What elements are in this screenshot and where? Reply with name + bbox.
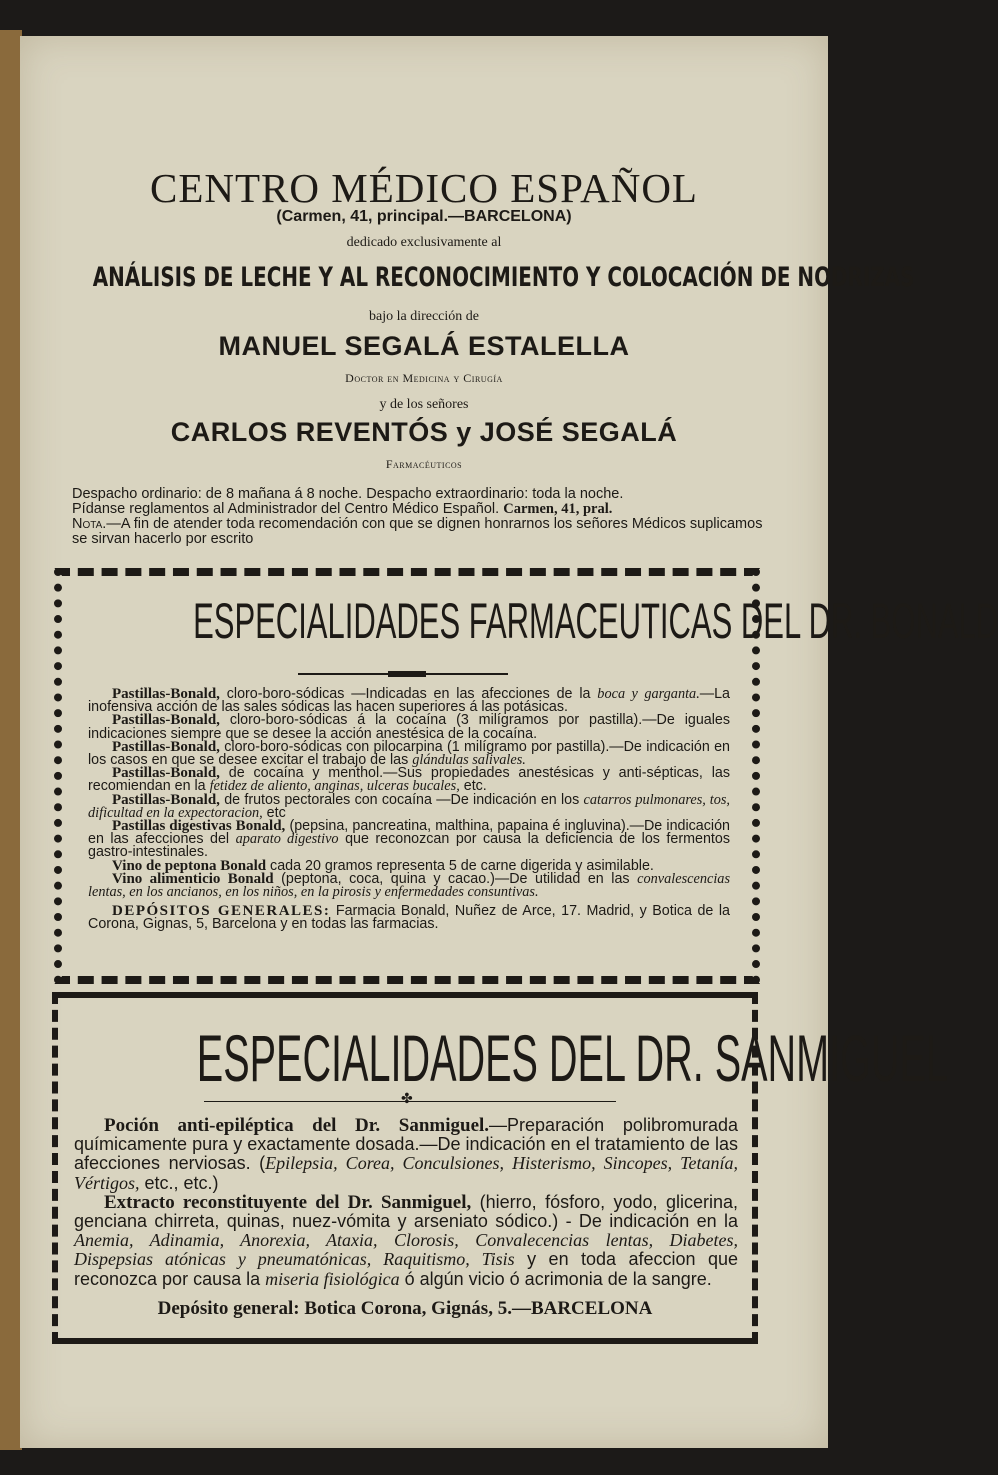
- list-item: Vino de peptona Bonald cada 20 gramos representa 5 de carne digerida y asimilable.: [112, 857, 654, 874]
- bonald-advert: [54, 568, 998, 984]
- bonald-title: ESPECIALIDADES FARMACEUTICAS DEL DR. BONALD: [193, 593, 998, 649]
- bonald-list: [88, 688, 730, 932]
- notice-hours: Despacho ordinario: de 8 mañana á 8 noche. Despacho extraordinario: toda la noche.: [72, 486, 624, 502]
- dedicated-line: dedicado exclusivamente al: [346, 235, 502, 250]
- sanmiguel-advert: [52, 992, 948, 1344]
- pharmacists-names: CARLOS REVENTÓS y JOSÉ SEGALÁ: [170, 417, 678, 447]
- sanmiguel-deposit: Depósito general: Botica Corona, Gignás, 5.—BARCELONA: [157, 1298, 653, 1319]
- list-item: Pastillas-Bonald, de frutos pectorales con cocaína —De indicación en los catarros pulmonares, tos, dificultad en la expectoracion, etc: [88, 791, 730, 821]
- list-item: Pastillas-Bonald, cloro-boro-sódicas con pilocarpina (1 milígramo por pastilla).—De indicación en los casos en que se desee excitar el trabajo de las glándulas salivales.: [88, 738, 730, 769]
- page-title: CENTRO MÉDICO ESPAÑOL: [150, 165, 698, 211]
- sanmiguel-list: [74, 1116, 738, 1289]
- list-item: Pastillas-Bonald, de cocaína y menthol.—Sus propiedades anestésicas y anti-sépticas, las recomiendan en la fetidez de aliento, anginas, ulceras bucales, etc.: [88, 765, 730, 795]
- director-title: Doctor en Medicina y Cirugía: [345, 371, 503, 385]
- list-item: Pastillas-Bonald, cloro-boro-sódicas —Indicadas en las afecciones de la boca y garganta.—La inofensiva acción de las sales sódicas las hacen superiores á las potásicas.: [88, 686, 730, 716]
- notice-nota: Nota.—A fin de atender toda recomendación con que se dignen honrarnos los señores Médicos suplicamos se sirvan hacerlo por escrito: [72, 516, 763, 547]
- divider-ornament: [388, 671, 426, 677]
- others-intro: y de los señores: [379, 397, 469, 412]
- list-item: Pastillas-Bonald, cloro-boro-sódicas á la cocaína (3 milígramos por pastilla).—De iguales indicaciones siempre que se desee la acción anestésica de la cocaína.: [88, 712, 730, 742]
- address: (Carmen, 41, principal.—BARCELONA): [276, 208, 572, 225]
- purpose-heading: ANÁLISIS DE LECHE Y AL RECONOCIMIENTO Y COLOCACIÓN DE NODRIZAS: [92, 262, 915, 293]
- divider-ornament: ✤: [401, 1092, 413, 1107]
- director-name: MANUEL SEGALÁ ESTALELLA: [218, 331, 630, 361]
- notice: [72, 487, 778, 547]
- book-spine-edge: [0, 30, 22, 1450]
- list-item: Vino alimenticio Bonald (peptona, coca, quina y cacao.)—De utilidad en las convalescencias lentas, en los ancianos, en los niños, en la pirosis y enfermedades consuntivas.: [88, 870, 731, 901]
- bonald-deposits: DEPÓSITOS GENERALES: Farmacia Bonald, Nuñez de Arce, 17. Madrid, y Botica de la Corona, Gignas, 5, Barcelona y en todas las farmacias.: [88, 903, 730, 933]
- list-item: Extracto reconstituyente del Dr. Sanmiguel, (hierro, fósforo, yodo, glicerina, genciana chirreta, quinas, nuez-vómita y arseniato sódico.) - De indicación en la Anemia, Adinamia, Anorexia, Ataxia, Clorosis, Convalecencias lentas, Diabetes, Dispepsias atónicas y pneumatónicas, Raquitismo, Tisis y en toda afeccion que reconozca por causa la miseria fisiológica ó algún vicio ó acrimonia de la sangre.: [74, 1191, 738, 1289]
- page: [20, 36, 998, 1448]
- pharmacists-title: Farmacéuticos: [385, 457, 463, 471]
- list-item: Poción anti-epiléptica del Dr. Sanmiguel.—Preparación polibromurada químicamente pura y exactamente dosada.—De indicación en el tratamiento de las afecciones nerviosas. (Epilepsia, Corea, Conculsiones, Histerismo, Sincopes, Tetanía, Vértigos, etc., etc.): [74, 1115, 738, 1193]
- notice-regulations: Pídanse reglamentos al Administrador del Centro Médico Español. Carmen, 41, pral.: [72, 501, 613, 517]
- list-item: Pastillas digestivas Bonald, (pepsina, pancreatina, malthina, papaina é ingluvina).—De indicación en las afecciones del aparato digestivo que reconozcan por causa la deficiencia de los fermentos gastro-intestinales.: [88, 818, 730, 861]
- sanmiguel-title: ESPECIALIDADES DEL DR. SANMIGUEL: [196, 1021, 948, 1095]
- direction-intro: bajo la dirección de: [368, 309, 479, 324]
